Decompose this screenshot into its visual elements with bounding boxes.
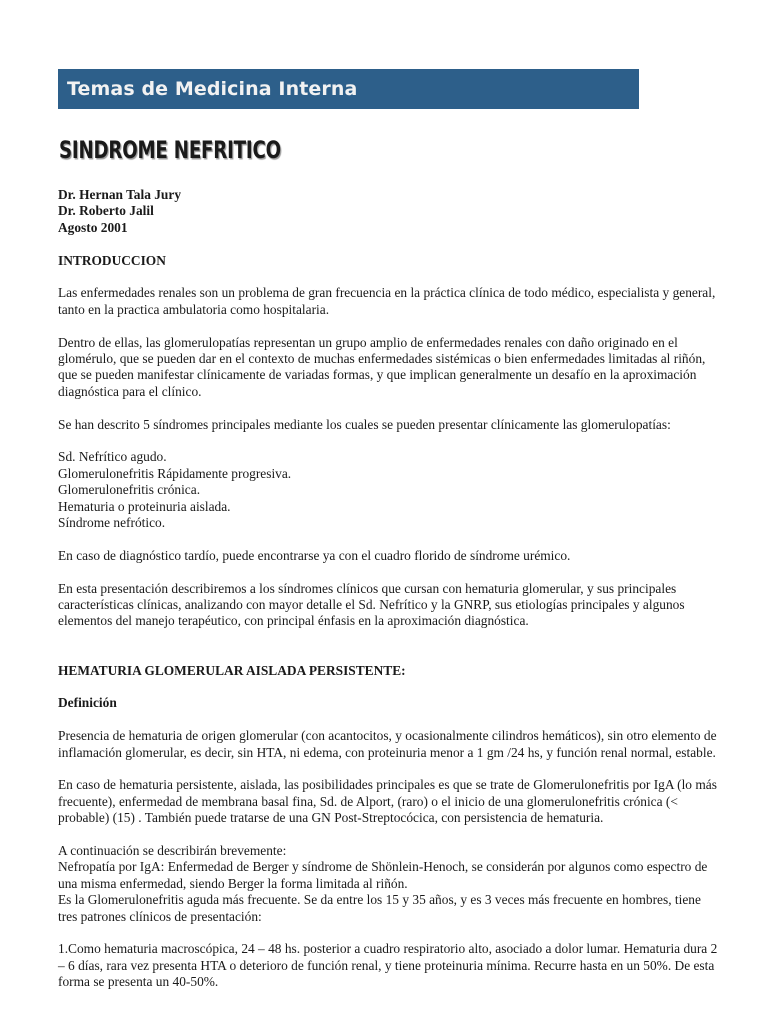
description-line: A continuación se describirán brevemente: xyxy=(58,843,287,859)
document-title: SINDROME NEFRITICO xyxy=(59,136,281,164)
document-body xyxy=(58,187,723,1007)
description-line: Es la Glomerulonefritis aguda más frecuente. Se da entre los 15 y 35 años, y es 3 veces más frecuente en hombres, tiene tres patrones clínicos de presentación: xyxy=(58,892,701,924)
list-item: Hematuria o proteinuria aislada. xyxy=(58,498,231,514)
description-line: Nefropatía por IgA: Enfermedad de Berger y síndrome de Shönlein-Henoch, se considerán por algunos como espectro de una misma enfermedad, siendo Berger la forma limitada al riñón. xyxy=(58,859,708,891)
paragraph-intro-4: En caso de diagnóstico tardío, puede encontrarse ya con el cuadro florido de síndrome urémico. xyxy=(58,547,571,563)
author-1: Dr. Hernan Tala Jury xyxy=(58,187,182,202)
list-item: Glomerulonefritis Rápidamente progresiva. xyxy=(58,465,292,481)
paragraph-intro-2: Dentro de ellas, las glomerulopatías representan un grupo amplio de enfermedades renales con daño originado en el glomérulo, que se pueden dar en el contexto de muchas enfermedades sistémicas o bien enfermedades limitadas al riñón, que se pueden manifestar clínicamente de variadas formas, y que implican generalmente un desafío en la aproximación diagnóstica para el clínico. xyxy=(58,334,706,399)
syndrome-list xyxy=(58,449,723,531)
section-heading-hematuria: HEMATURIA GLOMERULAR AISLADA PERSISTENTE: xyxy=(58,662,406,678)
description-block xyxy=(58,843,723,925)
list-item: Sd. Nefrítico agudo. xyxy=(58,449,167,465)
banner-title: Temas de Medicina Interna xyxy=(67,78,358,100)
paragraph-intro-5: En esta presentación describiremos a los síndromes clínicos que cursan con hematuria glomerular, y sus principales características clínicas, analizando con mayor detalle el Sd. Nefrítico y la GNRP, sus etiologías principales y algunos elementos del manejo terapéutico, con principal énfasis en la aproximación diagnóstica. xyxy=(58,580,685,629)
paragraph-intro-1: Las enfermedades renales son un problema de gran frecuencia en la práctica clínica de todo médico, especialista y general, tanto en la practica ambulatoria como hospitalaria. xyxy=(58,285,716,317)
paragraph-intro-3: Se han descrito 5 síndromes principales mediante los cuales se pueden presentar clínicamente las glomerulopatías: xyxy=(58,416,671,432)
section-heading-introduccion: INTRODUCCION xyxy=(58,252,166,268)
list-item: Síndrome nefrótico. xyxy=(58,515,166,531)
list-item: Glomerulonefritis crónica. xyxy=(58,482,201,498)
spacer xyxy=(58,646,723,662)
author-2: Dr. Roberto Jalil xyxy=(58,203,154,219)
header-banner xyxy=(58,69,639,109)
subsection-heading-definicion: Definición xyxy=(58,695,117,711)
paragraph-pattern-1: 1.Como hematuria macroscópica, 24 – 48 hs. posterior a cuadro respiratorio alto, asociado a dolor lumar. Hematuria dura 2 – 6 días, rara vez presenta HTA o deterioro de función renal, y tiene proteinuria mínima. Recurre hasta en un 50%. De esta forma se presenta un 40-50%. xyxy=(58,941,718,990)
author-block xyxy=(58,187,723,236)
paragraph-definition-1: Presencia de hematuria de origen glomerular (con acantocitos, y ocasionalmente cilindros hemáticos), sin otro elemento de inflamación glomerular, es decir, sin HTA, ni edema, con proteinuria menor a 1 gm /24 hs, y función renal normal, estable. xyxy=(58,728,717,760)
paragraph-definition-2: En caso de hematuria persistente, aislada, las posibilidades principales es que se trate de Glomerulonefritis por IgA (lo más frecuente), enfermedad de membrana basal fina, Sd. de Alport, (raro) o el inicio de una glomerulonefritis crónica (< probable) (15) . También puede tratarse de una GN Post-Streptocócica, con persistencia de hematuria. xyxy=(58,777,717,826)
spacer xyxy=(58,925,723,941)
document-date: Agosto 2001 xyxy=(58,219,128,235)
